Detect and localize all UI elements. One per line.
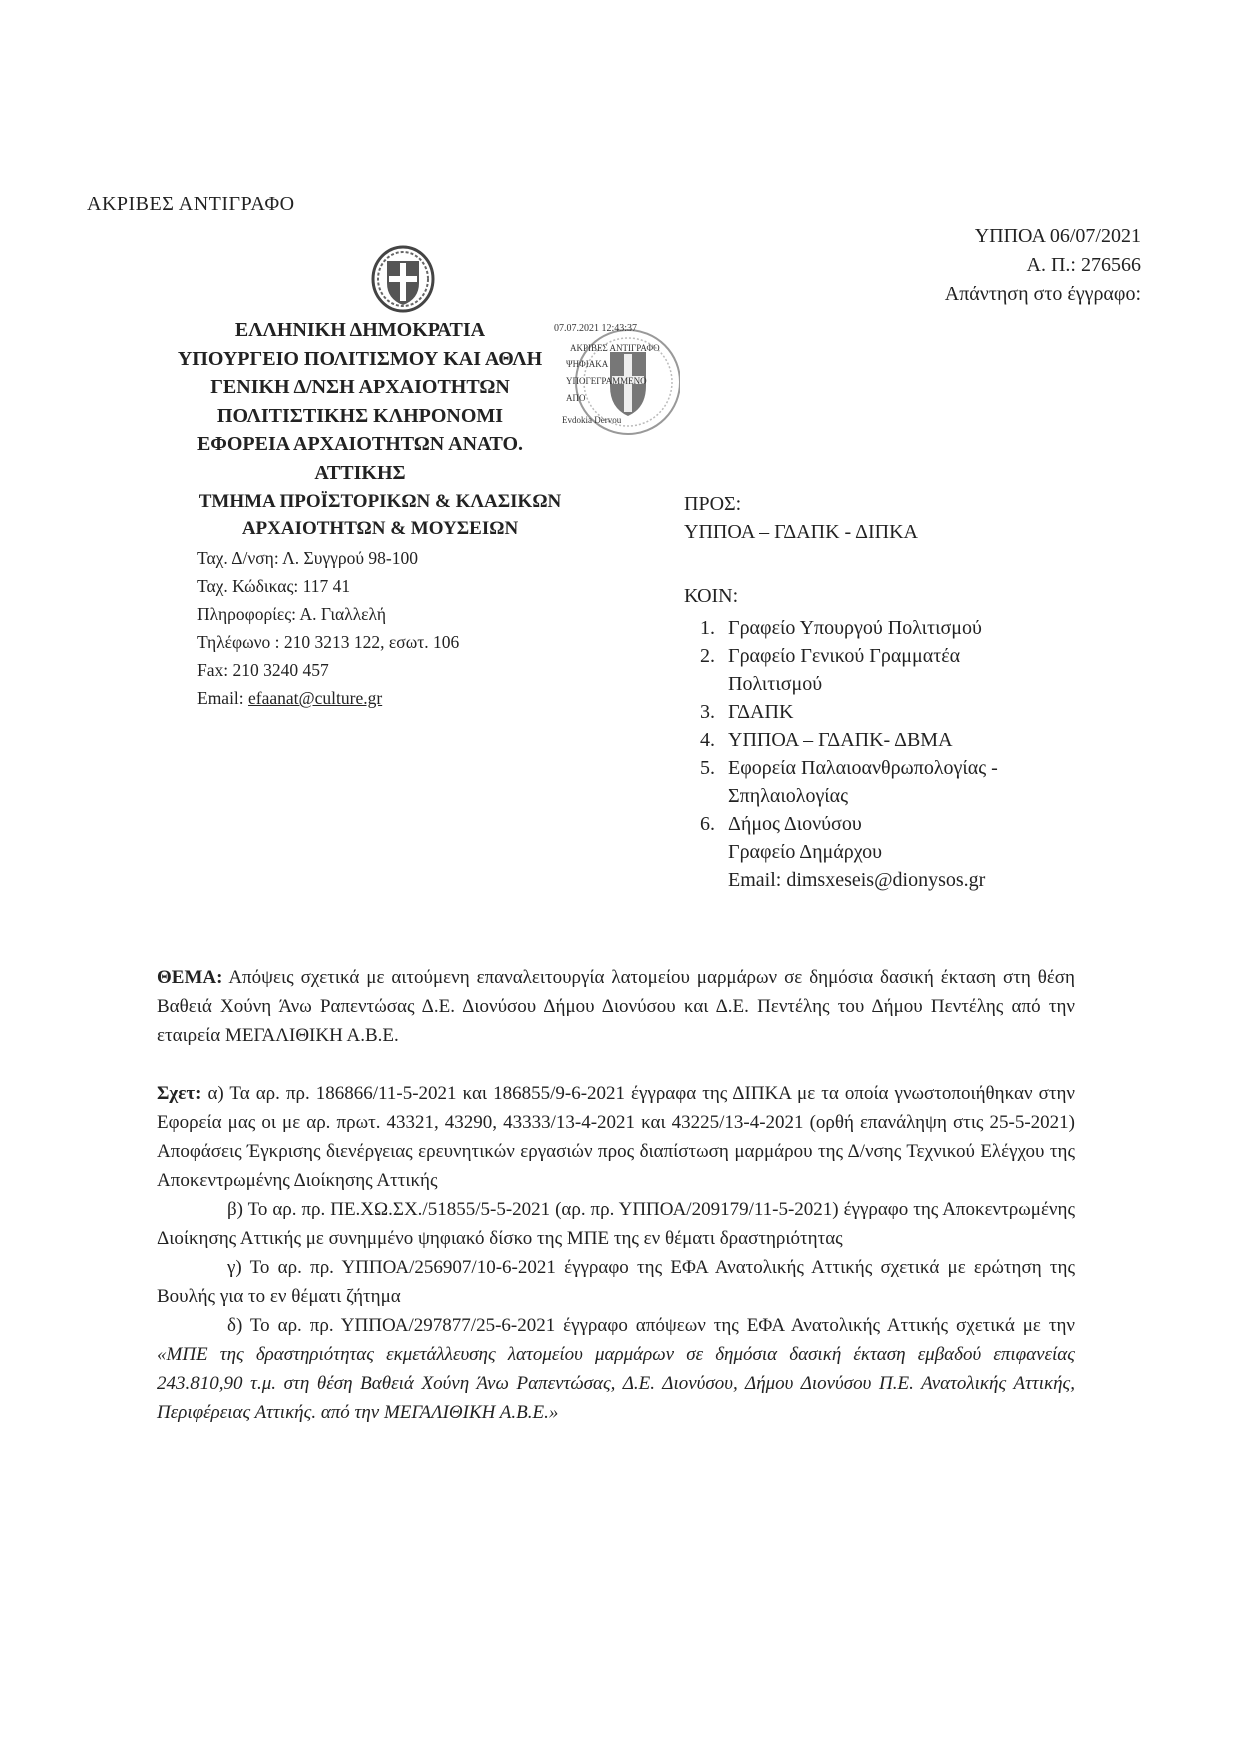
cc-item: 2. Γραφείο Γενικού Γραμματέα Πολιτισμού [720,642,998,698]
subject-label: ΘΕΜΑ: [157,967,223,988]
greek-emblem-icon [370,243,436,313]
sender-block [150,316,570,487]
cc-list [684,614,998,894]
cc-item: 5. Εφορεία Παλαιοανθρωπολογίας - Σπηλαιολογίας [720,754,998,810]
digital-signature-stamp [548,320,680,442]
reply-to: Απάντηση στο έγγραφο: [944,283,1141,305]
reference-block [945,222,1141,309]
related-label: Σχετ: [157,1083,202,1104]
cc-item: 3. ΓΔΑΠΚ [720,698,998,726]
reference-date: ΥΠΠΟΑ 06/07/2021 [974,225,1141,247]
stamp-line: ΑΠΟ [566,393,586,403]
cc-item: 4. ΥΠΠΟΑ – ΓΔΑΠΚ- ΔΒΜΑ [720,726,998,754]
contact-address: Ταχ. Δ/νση: Λ. Συγγρού 98-100 [197,548,418,568]
cc-email: Email: dimsxeseis@dionysos.gr [728,869,986,891]
subject-paragraph [157,963,1075,1050]
stamp-signer: Evdokia Dervou [562,415,622,425]
subject-text: Απόψεις σχετικά με αιτούμενη επαναλειτουργία λατομείου μαρμάρων σε δημόσια δασική έκταση στη θέση Βαθειά Χούνη Άνω Ραπεντώσας Δ.Ε. Διονύσου Δήμου Διονύσου και Δ.Ε. Πεντέλης του Δήμου Πεντέλης από την εταιρεία ΜΕΓΑΛΙΘΙΚΗ Α.Β.Ε. [157,967,1075,1046]
protocol-number: Α. Π.: 276566 [1026,254,1141,276]
stamp-line: ΨΗΦΙΑΚΑ [566,359,609,369]
recipient-block [684,490,918,546]
related-quote: «ΜΠΕ της δραστηριότητας εκμετάλλευσης λατομείου μαρμάρων σε δημόσια δασική έκταση εμβαδού επιφανείας 243.810,90 τ.μ. στη θέση Βαθειά Χούνη Άνω Ραπεντώσας, Δ.Ε. Διονύσου, Δήμου Διονύσου Π.Ε. Ανατολικής Αττικής, Περιφέρειας Αττικής. από την ΜΕΓΑΛΙΘΙΚΗ Α.Β.Ε.» [157,1344,1075,1423]
contact-email-label: Email: [197,688,249,708]
cc-block [684,582,998,894]
sender-line: ΓΕΝΙΚΗ Δ/ΝΣΗ ΑΡΧΑΙΟΤΗΤΩΝ [210,376,510,398]
sender-line: ΕΛΛΗΝΙΚΗ ΔΗΜΟΚΡΑΤΙΑ [234,319,486,341]
contact-phone: Τηλέφωνο : 210 3213 122, εσωτ. 106 [197,632,460,652]
stamp-datetime: 07.07.2021 12:43:37 [554,323,638,334]
contact-postcode: Ταχ. Κώδικας: 117 41 [197,576,351,596]
recipient-label: ΠΡΟΣ: [684,493,742,515]
department-block [190,488,570,542]
department-line: ΑΡΧΑΙΟΤΗΤΩΝ & ΜΟΥΣΕΙΩΝ [241,518,519,539]
contact-email-link[interactable]: efaanat@culture.gr [248,688,383,708]
recipient-value: ΥΠΠΟΑ – ΓΔΑΠΚ - ΔΙΠΚΑ [684,521,918,543]
cc-item: 6. Δήμος Διονύσου Γραφείο Δημάρχου Email: dimsxeseis@dionysos.gr [720,810,998,894]
sender-line: ΠΟΛΙΤΙΣΤΙΚΗΣ ΚΛΗΡΟΝΟΜΙ [216,404,504,427]
related-item-b: β) Το αρ. πρ. ΠΕ.ΧΩ.ΣΧ./51855/5-5-2021 (αρ. πρ. ΥΠΠΟΑ/209179/11-5-2021) έγγραφο της Αποκεντρωμένης Διοίκησης Αττικής με συνημμένο ψηφιακό δίσκο της ΜΠΕ της εν θέματι δραστηριότητας [157,1199,1075,1249]
copy-label: ΑΚΡΙΒΕΣ ΑΝΤΙΓΡΑΦΟ [87,193,295,215]
stamp-line: ΥΠΟΓΕΓΡΑΜΜΕΝΟ [566,376,647,386]
related-item-a: Σχετ: α) Τα αρ. πρ. 186866/11-5-2021 και 186855/9-6-2021 έγγραφα της ΔΙΠΚΑ με τα οποία γνωστοποιήθηκαν στην Εφορεία μας οι με αρ. πρωτ. 43321, 43290, 43333/13-4-2021 και 43225/13-4-2021 (ορθή επανάληψη στις 25-5-2021) Αποφάσεις Έγκρισης διενέργειας ερευνητικών εργασιών προς διαπίστωση μαρμάρου της Δ/νσης Τεχνικού Ελέγχου της Αποκεντρωμένης Διοίκησης Αττικής [157,1083,1075,1191]
sender-line: ΕΦΟΡΕΙΑ ΑΡΧΑΙΟΤΗΤΩΝ ΑΝΑΤΟ. [196,433,524,455]
related-item-d: δ) Το αρ. πρ. ΥΠΠΟΑ/297877/25-6-2021 έγγραφο απόψεων της ΕΦΑ Ανατολικής Αττικής σχετικά με την «ΜΠΕ της δραστηριότητας εκμετάλλευσης λατομείου μαρμάρων σε δημόσια δασική έκταση εμβαδού επιφανείας 243.810,90 τ.μ. στη θέση Βαθειά Χούνη Άνω Ραπεντώσας, Δ.Ε. Διονύσου, Δήμου Διονύσου Π.Ε. Ανατολικής Αττικής, Περιφέρειας Αττικής. από την ΜΕΓΑΛΙΘΙΚΗ Α.Β.Ε.» [157,1315,1075,1423]
contact-email-row [197,684,459,712]
cc-label: ΚΟΙΝ: [684,585,739,607]
contact-info: Πληροφορίες: Α. Γιαλλελή [197,604,387,624]
related-item-c: γ) Το αρ. πρ. ΥΠΠΟΑ/256907/10-6-2021 έγγραφο της ΕΦΑ Ανατολικής Αττικής σχετικά με ερώτηση της Βουλής για το εν θέματι ζήτημα [157,1257,1075,1307]
contact-block [197,544,459,712]
sender-line: ΑΤΤΙΚΗΣ [314,461,406,484]
contact-fax: Fax: 210 3240 457 [197,660,329,680]
stamp-line: ΑΚΡΙΒΕΣ ΑΝΤΙΓΡΑΦΟ [570,343,660,353]
related-block [157,1079,1075,1427]
cc-item: 1. Γραφείο Υπουργού Πολιτισμού [720,614,998,642]
sender-line: ΥΠΟΥΡΓΕΙΟ ΠΟΛΙΤΙΣΜΟΥ ΚΑΙ ΑΘΛΗ [177,347,543,370]
department-line: ΤΜΗΜΑ ΠΡΟΪΣΤΟΡΙΚΩΝ & ΚΛΑΣΙΚΩΝ [198,491,562,512]
